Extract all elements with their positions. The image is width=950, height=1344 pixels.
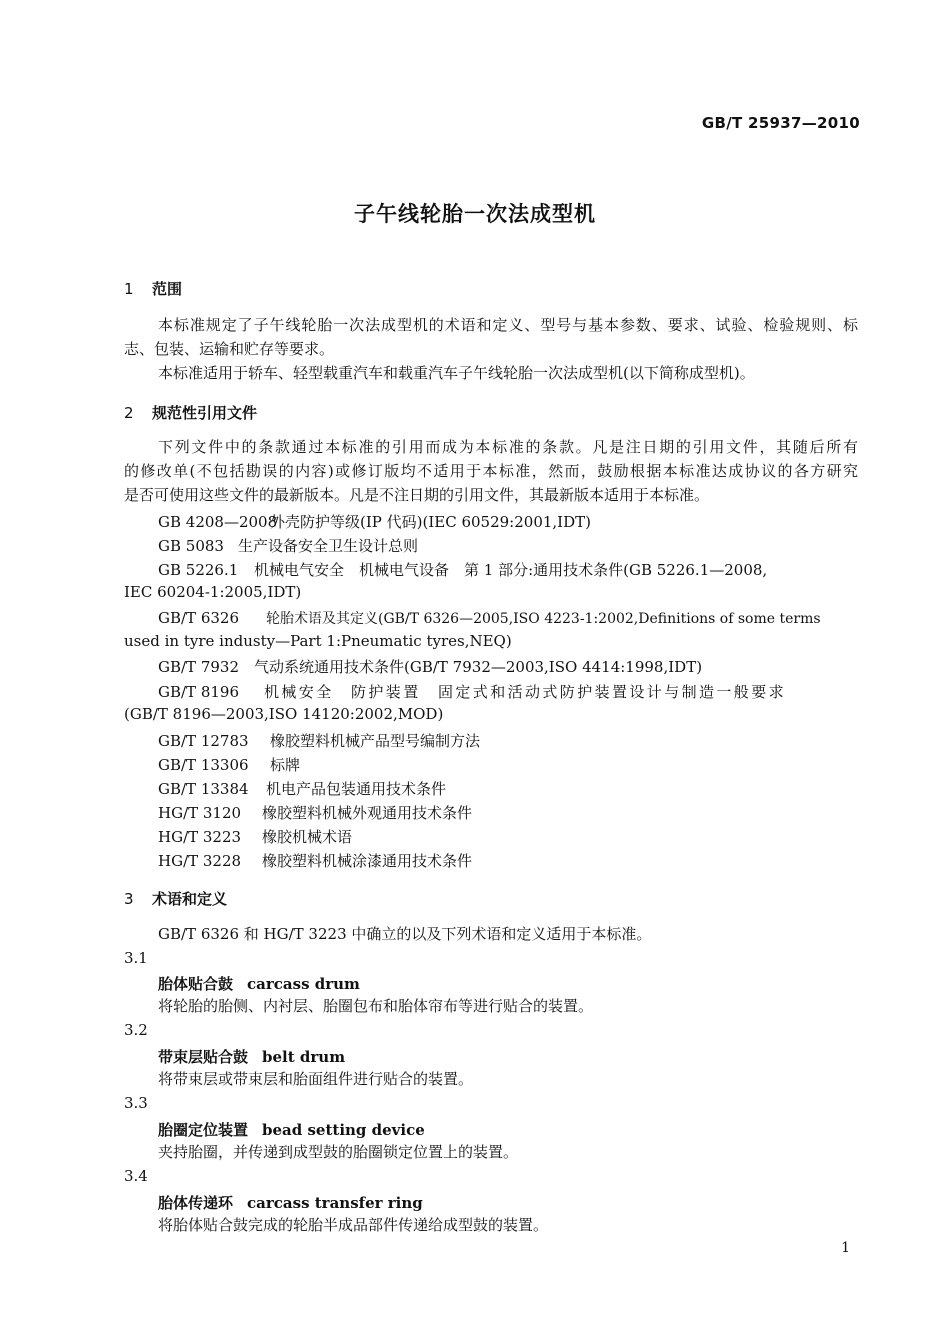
paragraph-line: 本标准适用于轿车、轻型载重汽车和载重汽车子午线轮胎一次法成型机(以下简称成型机)。: [158, 364, 755, 382]
reference-item: [158, 730, 480, 751]
term-number: 3.4: [124, 1167, 148, 1185]
reference-title: 生产设备安全卫生设计总则: [238, 537, 419, 555]
section-number: 1: [124, 280, 134, 298]
paragraph-line: 本标准规定了子午线轮胎一次法成型机的术语和定义、型号与基本参数、要求、试验、检验规则、标: [158, 316, 858, 334]
term-definition: 将轮胎的胎侧、内衬层、胎圈包布和胎体帘布等进行贴合的装置。: [158, 997, 594, 1015]
reference-title: 气动系统通用技术条件(GB/T 7932—2003,ISO 4414:1998,IDT): [254, 658, 703, 676]
term-chinese: 胎体贴合鼓: [158, 975, 234, 993]
term-entry: [158, 1119, 425, 1140]
reference-code: HG/T 3228: [158, 852, 242, 870]
reference-item: [158, 511, 591, 532]
reference-code: GB/T 8196: [158, 683, 240, 701]
paragraph-line: 是否可使用这些文件的最新版本。凡是不注日期的引用文件，其最新版本适用于本标准。: [124, 486, 710, 504]
standard-number: GB/T 25937—2010: [701, 114, 860, 132]
term-english: carcass drum: [247, 975, 360, 993]
reference-title: 机电产品包装通用技术条件: [266, 780, 447, 798]
page-number: 1: [841, 1240, 850, 1256]
reference-title: 橡胶塑料机械外观通用技术条件: [262, 804, 473, 822]
section-number: 2: [124, 404, 134, 422]
term-english: carcass transfer ring: [247, 1194, 423, 1212]
section-number: 3: [124, 890, 134, 908]
reference-continuation: (GB/T 8196—2003,ISO 14120:2002,MOD): [124, 705, 444, 723]
reference-code: GB 5083: [158, 537, 224, 555]
reference-item: [158, 535, 418, 556]
reference-title: 橡胶塑料机械产品型号编制方法: [270, 732, 481, 750]
term-entry: [158, 1046, 345, 1067]
reference-code: GB 4208—2008: [158, 513, 278, 531]
reference-continuation: IEC 60204-1:2005,IDT): [124, 583, 302, 601]
paragraph-line: 下列文件中的条款通过本标准的引用而成为本标准的条款。凡是注日期的引用文件，其随后所有: [158, 438, 858, 456]
reference-item: [158, 608, 821, 628]
term-definition: 将带束层或带束层和胎面组件进行贴合的装置。: [158, 1070, 474, 1088]
reference-item: [158, 826, 352, 847]
section-title: 范围: [152, 280, 183, 298]
term-chinese: 带束层贴合鼓: [158, 1048, 249, 1066]
reference-code: GB/T 12783: [158, 732, 249, 750]
reference-item: [158, 656, 702, 677]
paragraph-line: 志、包装、运输和贮存等要求。: [124, 340, 335, 358]
reference-title: 橡胶塑料机械涂漆通用技术条件: [262, 852, 473, 870]
reference-title: 轮胎术语及其定义(GB/T 6326—2005,ISO 4223-1:2002,Definitions of some terms: [266, 611, 821, 627]
reference-code: GB/T 13384: [158, 780, 249, 798]
term-number: 3.1: [124, 949, 148, 967]
paragraph-line: GB/T 6326 和 HG/T 3223 中确立的以及下列术语和定义适用于本标准。: [158, 925, 652, 943]
term-chinese: 胎体传递环: [158, 1194, 234, 1212]
section-1-heading: [124, 278, 182, 299]
term-chinese: 胎圈定位装置: [158, 1121, 249, 1139]
section-title: 术语和定义: [152, 890, 228, 908]
reference-item: [158, 850, 472, 871]
section-title: 规范性引用文件: [152, 404, 258, 422]
reference-code: HG/T 3223: [158, 828, 242, 846]
reference-item: [158, 681, 786, 702]
document-title: 子午线轮胎一次法成型机: [354, 202, 596, 226]
reference-code: GB/T 7932: [158, 658, 240, 676]
reference-item: [158, 802, 472, 823]
reference-title: 机械安全 防护装置 固定式和活动式防护装置设计与制造一般要求: [264, 683, 787, 701]
term-definition: 夹持胎圈，并传递到成型鼓的胎圈锁定位置上的装置。: [158, 1143, 519, 1161]
reference-title: 标牌: [270, 756, 301, 774]
reference-title: 机械电气安全 机械电气设备 第 1 部分:通用技术条件(GB 5226.1—2008,: [254, 561, 768, 579]
term-definition: 将胎体贴合鼓完成的轮胎半成品部件传递给成型鼓的装置。: [158, 1216, 549, 1234]
reference-code: HG/T 3120: [158, 804, 242, 822]
term-entry: [158, 973, 360, 994]
reference-continuation: used in tyre industy—Part 1:Pneumatic tyres,NEQ): [124, 632, 512, 650]
reference-title: 橡胶机械术语: [262, 828, 353, 846]
reference-code: GB/T 6326: [158, 609, 240, 627]
reference-item: [158, 559, 858, 580]
reference-code: GB 5226.1: [158, 561, 239, 579]
reference-item: [158, 778, 446, 799]
section-2-heading: [124, 402, 257, 423]
term-english: bead setting device: [262, 1121, 425, 1139]
reference-item: [158, 754, 300, 775]
section-3-heading: [124, 888, 227, 909]
reference-code: GB/T 13306: [158, 756, 249, 774]
term-entry: [158, 1192, 423, 1213]
term-number: 3.2: [124, 1021, 148, 1039]
term-number: 3.3: [124, 1094, 148, 1112]
reference-title: 外壳防护等级(IP 代码)(IEC 60529:2001,IDT): [270, 513, 591, 531]
term-english: belt drum: [262, 1048, 346, 1066]
paragraph-line: 的修改单(不包括勘误的内容)或修订版均不适用于本标准，然而，鼓励根据本标准达成协议的各方研究: [124, 462, 858, 480]
